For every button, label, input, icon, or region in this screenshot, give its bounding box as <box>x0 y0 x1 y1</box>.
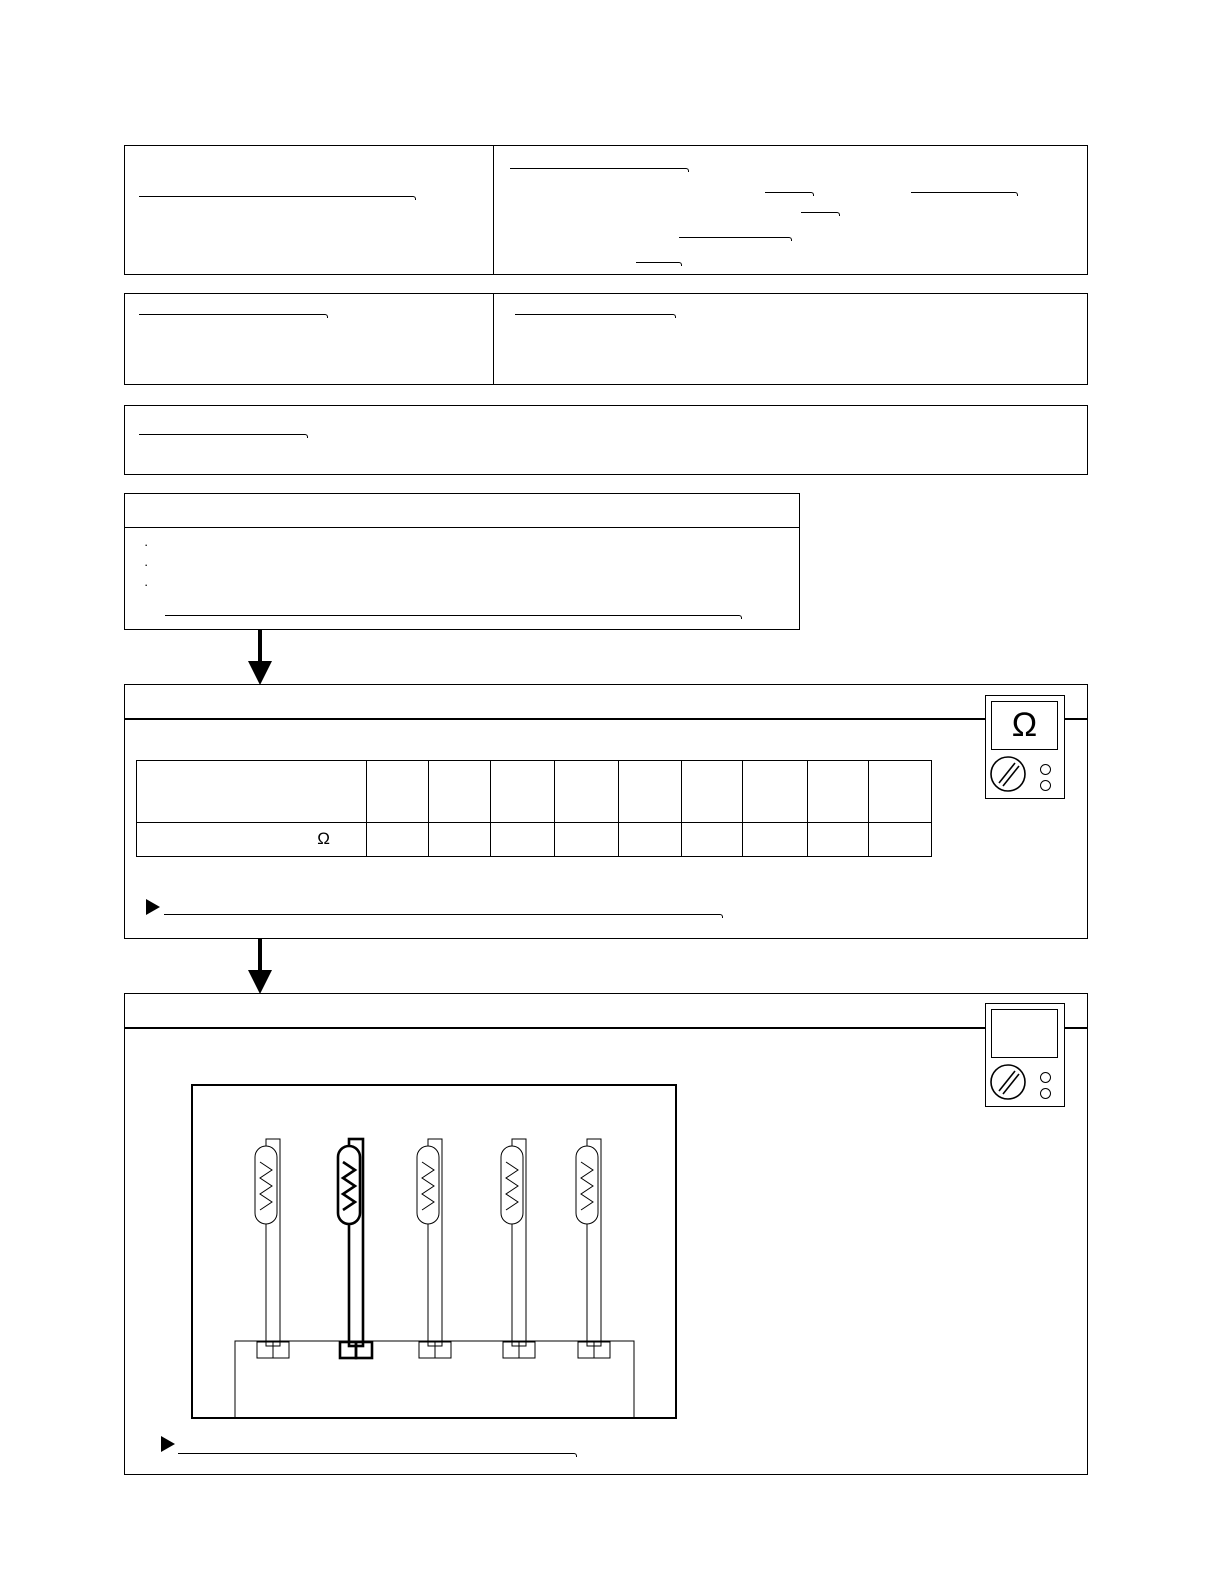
table-value-cell <box>682 823 743 857</box>
description-box <box>124 405 1088 475</box>
table-header-cell <box>619 761 682 823</box>
resistance-title-rule <box>125 718 1087 720</box>
multimeter-icon <box>985 1003 1065 1107</box>
info-row-box <box>124 293 1088 385</box>
meter-screen <box>991 1009 1058 1058</box>
table-header-cell <box>367 761 429 823</box>
resistance-spec-table <box>136 760 932 857</box>
header-right-underline-1 <box>510 168 686 169</box>
ohmmeter-icon <box>985 695 1065 799</box>
table-value-cell <box>429 823 491 857</box>
ohm-unit-label: Ω <box>317 829 330 848</box>
header-right-underline-3 <box>911 192 1015 193</box>
header-right-underline-5 <box>679 237 789 238</box>
precondition-bullet-1: · <box>144 537 149 552</box>
result-pointer-icon <box>146 899 160 915</box>
info-right-underline <box>515 314 673 315</box>
table-value-cell <box>555 823 619 857</box>
header-left-underline <box>139 196 413 197</box>
flow-arrow-1 <box>248 629 272 685</box>
heater-element-icon <box>501 1139 535 1358</box>
header-right-underline-2 <box>765 192 811 193</box>
header-right-underline-6 <box>636 262 679 263</box>
heater-element-icon <box>576 1139 610 1358</box>
component-step-box <box>124 993 1088 1475</box>
precondition-step-box <box>124 493 800 630</box>
diagnostic-header-box <box>124 145 1088 275</box>
table-header-cell <box>429 761 491 823</box>
meter-jack-icon <box>1040 1088 1051 1099</box>
table-value-cell <box>743 823 808 857</box>
precondition-title-rule <box>125 527 799 528</box>
table-header-cell <box>808 761 869 823</box>
description-underline <box>139 434 305 435</box>
resistance-step-box <box>124 684 1088 939</box>
resistance-result-underline <box>164 914 720 915</box>
precondition-bullet-2: · <box>144 557 149 572</box>
heater-element-icon <box>255 1139 289 1358</box>
table-value-cell <box>619 823 682 857</box>
header-divider <box>493 146 494 274</box>
table-header-cell <box>869 761 932 823</box>
table-value-row <box>137 823 932 857</box>
heater-element-icon <box>417 1139 451 1358</box>
heater-elements-diagram <box>191 1084 677 1419</box>
meter-dial-icon <box>990 756 1026 792</box>
component-result-underline <box>178 1453 574 1454</box>
result-pointer-icon <box>161 1436 175 1452</box>
table-value-cell <box>808 823 869 857</box>
precondition-bullet-3: · <box>144 577 149 592</box>
info-left-underline <box>139 314 325 315</box>
table-header-cell <box>682 761 743 823</box>
info-divider <box>493 294 494 384</box>
component-title-rule <box>125 1027 1087 1029</box>
table-value-cell <box>367 823 429 857</box>
table-header-row <box>137 761 932 823</box>
table-header-cell <box>743 761 808 823</box>
table-header-cell <box>555 761 619 823</box>
table-value-cell <box>869 823 932 857</box>
table-row-label <box>137 823 367 857</box>
flow-arrow-2 <box>248 938 272 994</box>
meter-jack-icon <box>1040 1072 1051 1083</box>
header-right-underline-4 <box>801 212 837 213</box>
meter-jack-icon <box>1040 780 1051 791</box>
meter-dial-icon <box>990 1064 1026 1100</box>
meter-jack-icon <box>1040 764 1051 775</box>
table-header-cell <box>137 761 367 823</box>
precondition-note-underline <box>165 615 739 616</box>
table-header-cell <box>491 761 555 823</box>
ohm-symbol: Ω <box>991 701 1058 750</box>
table-value-cell <box>491 823 555 857</box>
heater-element-icon <box>338 1139 372 1358</box>
